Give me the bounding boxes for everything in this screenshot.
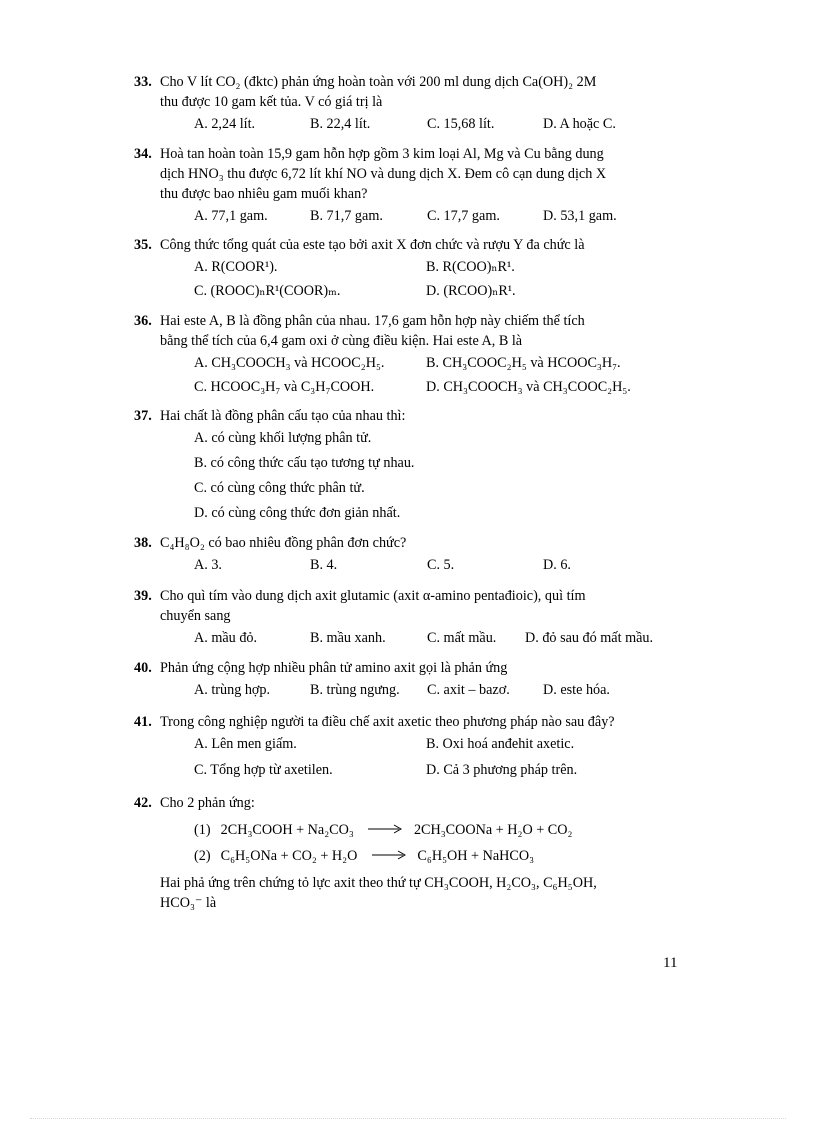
options-row [134, 375, 680, 399]
option-b: B. 4. [310, 557, 338, 573]
option-c: C. mất mầu. [427, 630, 497, 646]
page-bottom-border [30, 1118, 786, 1119]
option-b: B. trùng ngưng. [310, 682, 400, 698]
option-d: D. CH₃COOCH₃ và CH₃COOC₂H₅. [426, 379, 631, 395]
option-c: C. Tổng hợp từ axetilen. [194, 762, 333, 778]
reaction-products: C₆H₅OH + NaHCO₃ [417, 848, 535, 864]
question-34 [134, 144, 680, 228]
option-d: D. A hoặc C. [543, 116, 616, 132]
question-stem: Cho quì tím vào dung dịch axit glutamic (axit α-amino pentađioic), quì tím [160, 588, 586, 604]
option-b: B. R(COO)ₙR¹. [426, 259, 515, 275]
option-b: B. có công thức cấu tạo tương tự nhau. [194, 455, 415, 471]
options-row [134, 501, 680, 526]
question-number: 41. [134, 714, 152, 730]
option-a: A. 3. [194, 557, 222, 573]
options-row [134, 451, 680, 476]
right-arrow-icon [368, 824, 402, 834]
option-c: C. có cùng công thức phân tử. [194, 480, 365, 496]
option-a: A. 77,1 gam. [194, 208, 268, 224]
option-c: C. 17,7 gam. [427, 208, 500, 224]
reaction-2 [194, 846, 537, 866]
option-d: D. este hóa. [543, 682, 610, 698]
question-40 [134, 658, 680, 702]
option-b: B. Oxi hoá anđehit axetic. [426, 736, 575, 752]
reaction-label: (1) [194, 822, 211, 838]
question-stem: Hoà tan hoàn toàn 15,9 gam hỗn hợp gồm 3 kim loại Al, Mg và Cu bằng dung [160, 146, 604, 162]
options-row [134, 732, 680, 758]
reaction-reactants: C₆H₅ONa + CO₂ + H₂O [220, 848, 358, 864]
reaction-products: 2CH₃COONa + H₂O + CO₂ [413, 822, 573, 838]
option-a: A. 2,24 lít. [194, 116, 256, 132]
options-row [134, 758, 680, 784]
options-row [134, 255, 680, 279]
question-number: 37. [134, 408, 152, 424]
options-row [134, 678, 680, 702]
option-a: A. mầu đỏ. [194, 630, 258, 646]
question-stem: Công thức tổng quát của este tạo bởi axit X đơn chức và rượu Y đa chức là [160, 237, 585, 253]
right-arrow-icon [372, 850, 406, 860]
question-stem: C₄H₈O₂ có bao nhiêu đồng phân đơn chức? [160, 535, 407, 551]
option-c: C. (ROOC)ₙR¹(COOR)ₘ. [194, 283, 341, 299]
question-stem: Trong công nghiệp người ta điều chế axit axetic theo phương pháp nào sau đây? [160, 714, 615, 730]
question-39 [134, 586, 680, 650]
option-b: B. 22,4 lít. [310, 116, 371, 132]
options-row [134, 553, 680, 577]
option-d: D. (RCOO)ₙR¹. [426, 283, 516, 299]
option-c: C. 5. [427, 557, 455, 573]
question-number: 42. [134, 795, 152, 811]
question-stem-cont: Hai phả ứng trên chứng tỏ lực axit theo thứ tự CH₃COOH, H₂CO₃, C₆H₅OH, [160, 875, 597, 891]
option-a: A. có cùng khối lượng phân tử. [194, 430, 372, 446]
question-36 [134, 311, 680, 399]
option-d: D. 6. [543, 557, 571, 573]
question-stem-cont: HCO₃⁻ là [160, 895, 217, 911]
question-number: 34. [134, 146, 152, 162]
option-a: A. CH₃COOCH₃ và HCOOC₂H₅. [194, 355, 385, 371]
question-42 [134, 793, 680, 813]
option-d: D. 53,1 gam. [543, 208, 617, 224]
option-b: B. 71,7 gam. [310, 208, 383, 224]
question-stem-cont: bằng thể tích của 6,4 gam oxi ở cùng điều kiện. Hai este A, B là [160, 333, 523, 349]
option-a: A. R(COOR¹). [194, 259, 278, 275]
option-d: D. đỏ sau đó mất mầu. [525, 630, 654, 646]
option-d: D. có cùng công thức đơn giản nhất. [194, 505, 401, 521]
options-row [134, 351, 680, 375]
question-number: 35. [134, 237, 152, 253]
question-number: 39. [134, 588, 152, 604]
option-b: B. mầu xanh. [310, 630, 386, 646]
option-d: D. Cả 3 phương pháp trên. [426, 762, 578, 778]
options-row [134, 112, 680, 136]
question-number: 38. [134, 535, 152, 551]
question-number: 36. [134, 313, 152, 329]
options-row [134, 279, 680, 303]
question-stem-cont: dịch HNO₃ thu được 6,72 lít khí NO và dung dịch X. Đem cô cạn dung dịch X [160, 166, 607, 182]
question-35 [134, 235, 680, 303]
question-stem: Cho 2 phản ứng: [160, 795, 255, 811]
question-33 [134, 72, 680, 136]
question-42-tail [134, 873, 680, 913]
question-number: 40. [134, 660, 152, 676]
reaction-reactants: 2CH₃COOH + Na₂CO₃ [220, 822, 354, 838]
option-c: C. HCOOC₃H₇ và C₃H₇COOH. [194, 379, 375, 395]
reaction-label: (2) [194, 848, 211, 864]
question-37 [134, 406, 680, 526]
option-b: B. CH₃COOC₂H₅ và HCOOC₃H₇. [426, 355, 621, 371]
question-stem: Phản ứng cộng hợp nhiều phân tử amino axit gọi là phản ứng [160, 660, 508, 676]
question-stem: Hai este A, B là đồng phân của nhau. 17,6 gam hỗn hợp này chiếm thể tích [160, 313, 585, 329]
question-stem-cont: thu được 10 gam kết tủa. V có giá trị là [160, 94, 383, 110]
option-a: A. trùng hợp. [194, 682, 271, 698]
option-c: C. 15,68 lít. [427, 116, 495, 132]
page-number: 11 [663, 955, 678, 971]
question-number: 33. [134, 74, 152, 90]
question-stem: Cho V lít CO₂ (đktc) phản ứng hoàn toàn với 200 ml dung dịch Ca(OH)₂ 2M [160, 74, 597, 90]
options-row [134, 426, 680, 451]
option-a: A. Lên men giấm. [194, 736, 297, 752]
options-row [134, 204, 680, 228]
question-38 [134, 533, 680, 577]
question-stem-cont: chuyển sang [160, 608, 231, 624]
option-c: C. axit – bazơ. [427, 682, 510, 698]
options-row [134, 626, 680, 650]
question-41 [134, 712, 680, 784]
reaction-1 [194, 820, 575, 840]
question-stem-cont: thu được bao nhiêu gam muối khan? [160, 186, 368, 202]
question-stem: Hai chất là đồng phân cấu tạo của nhau thì: [160, 408, 406, 424]
options-row [134, 476, 680, 501]
